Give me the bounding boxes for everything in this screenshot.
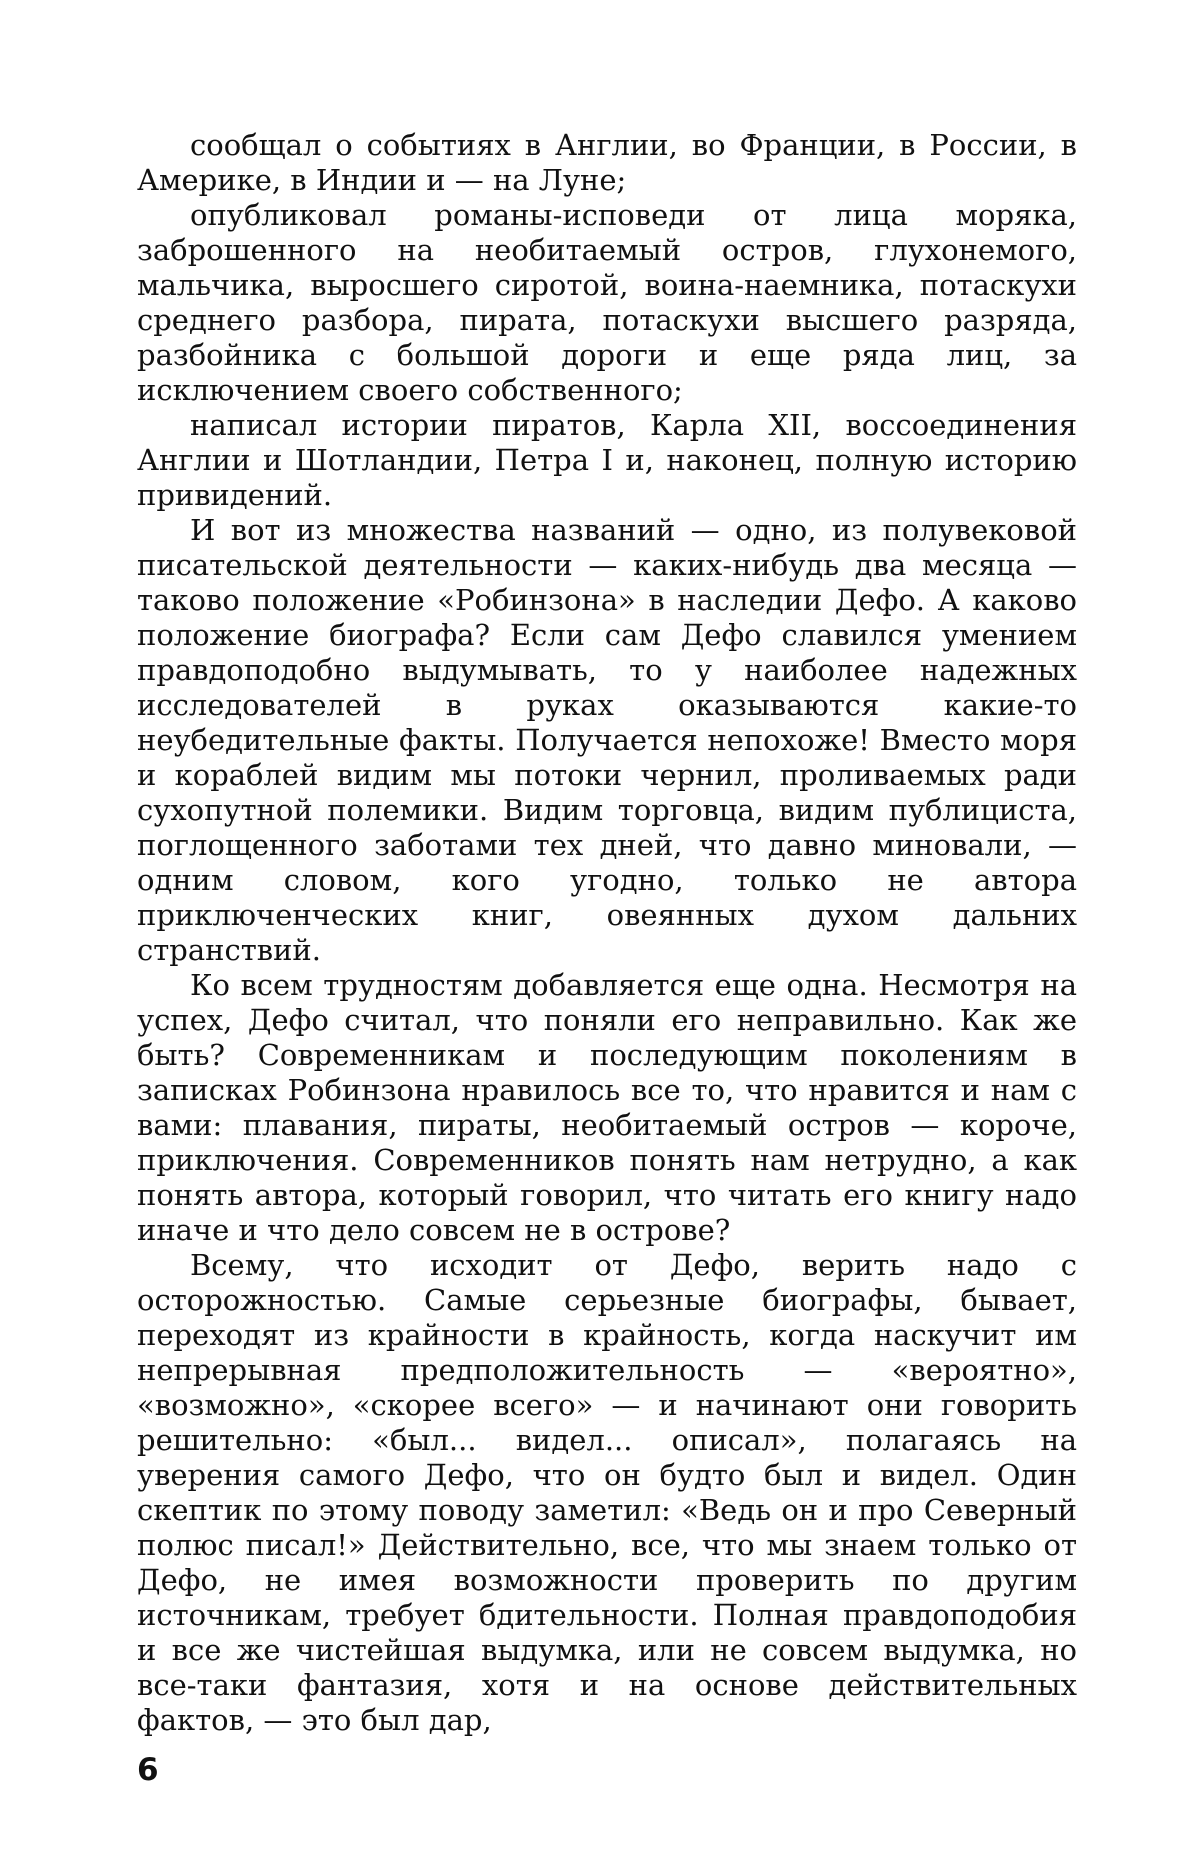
- paragraph: написал истории пиратов, Карла XII, воссоединения Англии и Шотландии, Петра I и, наконец, полную историю привидений.: [137, 408, 1077, 513]
- paragraph: опубликовал романы-исповеди от лица моряка, заброшенного на необитаемый остров, глухонемого, мальчика, выросшего сиротой, воина-наемника, потаскухи среднего разбора, пирата, потаскухи высшего разряда, разбойника с большой дороги и еще ряда лиц, за исключением своего собственного;: [137, 198, 1077, 408]
- paragraph: Ко всем трудностям добавляется еще одна. Несмотря на успех, Дефо считал, что поняли его неправильно. Как же быть? Современникам и последующим поколениям в записках Робинзона нравилось все то, что нравится и нам с вами: плавания, пираты, необитаемый остров — короче, приключения. Современников понять нам нетрудно, а как понять автора, который говорил, что читать его книгу надо иначе и что дело совсем не в острове?: [137, 968, 1077, 1248]
- book-page: [0, 0, 1200, 1872]
- paragraph: И вот из множества названий — одно, из полувековой писательской деятельности — каких-нибудь два месяца — таково положение «Робинзона» в наследии Дефо. А каково положение биографа? Если сам Дефо славился умением правдоподобно выдумывать, то у наиболее надежных исследователей в руках оказываются какие-то неубедительные факты. Получается непохоже! Вместо моря и кораблей видим мы потоки чернил, проливаемых ради сухопутной полемики. Видим торговца, видим публициста, поглощенного заботами тех дней, что давно миновали, — одним словом, кого угодно, только не автора приключенческих книг, овеянных духом дальних странствий.: [137, 513, 1077, 968]
- paragraph: сообщал о событиях в Англии, во Франции, в России, в Америке, в Индии и — на Луне;: [137, 128, 1077, 198]
- body-text: [137, 128, 1077, 1738]
- paragraph: Всему, что исходит от Дефо, верить надо с осторожностью. Самые серьезные биографы, бывает, переходят из крайности в крайность, когда наскучит им непрерывная предположительность — «вероятно», «возможно», «скорее всего» — и начинают они говорить решительно: «был... видел... описал», полагаясь на уверения самого Дефо, что он будто был и видел. Один скептик по этому поводу заметил: «Ведь он и про Северный полюс писал!» Действительно, все, что мы знаем только от Дефо, не имея возможности проверить по другим источникам, требует бдительности. Полная правдоподобия и все же чистейшая выдумка, или не совсем выдумка, но все-таки фантазия, хотя и на основе действительных фактов, — это был дар,: [137, 1248, 1077, 1738]
- page-number: 6: [137, 1752, 159, 1788]
